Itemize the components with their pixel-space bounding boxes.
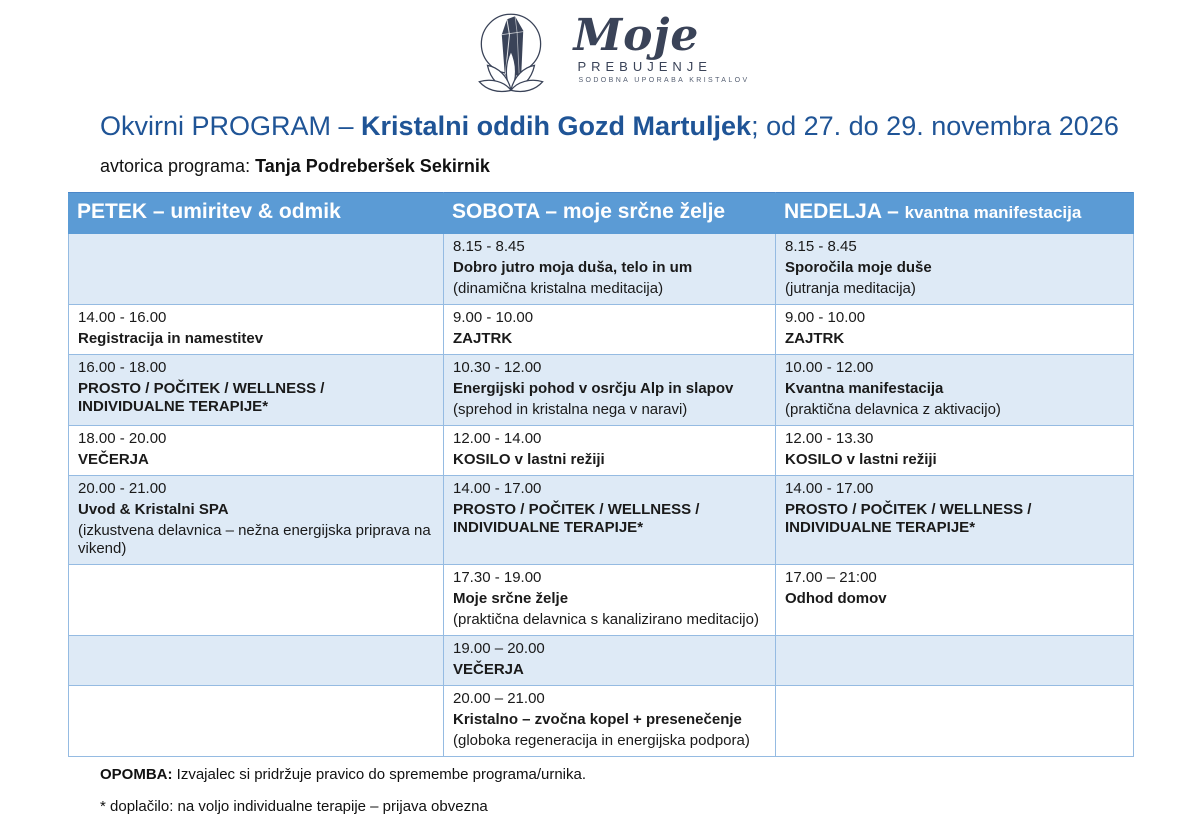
brand-text [573,4,749,84]
note-opomba-label: OPOMBA: [100,766,177,783]
note-opomba [100,766,1103,783]
event-title: Kvantna manifestacija [785,380,944,397]
schedule-cell [444,305,776,355]
program-table-body [69,234,1134,757]
brand-name-script: Moje [573,10,700,61]
schedule-cell [444,476,776,565]
note-opomba-text: Izvajalec si pridržuje pravico do spremembe programa/urnika. [176,766,587,783]
time-range: 8.15 - 8.45 [785,238,857,255]
event-title: VEČERJA [78,451,149,468]
event-title: Odhod domov [785,590,887,607]
page-title [100,110,1119,142]
event-title: Kristalno – zvočna kopel + presenečenje [453,711,742,728]
time-range: 14.00 - 17.00 [453,480,542,497]
event-detail: (dinamična kristalna meditacija) [453,280,664,297]
schedule-cell [69,426,444,476]
table-row [69,636,1134,686]
brand-logo [0,0,1203,96]
event-title: VEČERJA [453,661,524,678]
schedule-cell [69,476,444,565]
event-title: Moje srčne želje [453,590,569,607]
table-row [69,476,1134,565]
schedule-cell [69,565,444,636]
schedule-cell [69,234,444,305]
schedule-cell [444,355,776,426]
table-header-row [69,193,1134,234]
schedule-cell [776,636,1134,686]
schedule-cell [444,686,776,757]
schedule-cell [776,476,1134,565]
author-label: avtorica programa: [100,156,256,176]
schedule-cell [444,636,776,686]
schedule-cell [444,426,776,476]
schedule-cell [69,305,444,355]
event-detail: (izkustvena delavnica – nežna energijska priprava na vikend) [78,522,431,557]
title-dates: ; od 27. do 29. novembra 2026 [751,111,1119,141]
time-range: 9.00 - 10.00 [453,309,534,326]
event-title: Uvod & Kristalni SPA [78,501,229,518]
event-title: PROSTO / POČITEK / WELLNESS / INDIVIDUALNE TERAPIJE* [785,501,1032,536]
time-range: 17.00 – 21:00 [785,569,877,586]
time-range: 14.00 - 17.00 [785,480,874,497]
event-title: KOSILO v lastni režiji [785,451,937,468]
header-nedelja: NEDELJA – kvantna manifestacija [776,193,1134,234]
event-detail: (praktična delavnica s kanalizirano meditacijo) [453,611,759,628]
schedule-cell [69,686,444,757]
title-retreat-name: Kristalni oddih Gozd Martuljek [361,111,752,141]
table-row [69,234,1134,305]
schedule-cell [776,426,1134,476]
table-row [69,355,1134,426]
note-surcharge: * doplačilo: na voljo individualne terapije – prijava obvezna [100,798,488,815]
event-title: KOSILO v lastni režiji [453,451,605,468]
time-range: 16.00 - 18.00 [78,359,167,376]
event-title: Registracija in namestitev [78,330,264,347]
event-title: PROSTO / POČITEK / WELLNESS / INDIVIDUALNE TERAPIJE* [78,380,325,415]
author-line [100,156,1103,177]
time-range: 10.00 - 12.00 [785,359,874,376]
program-table [68,192,1134,757]
event-title: PROSTO / POČITEK / WELLNESS / INDIVIDUALNE TERAPIJE* [453,501,700,536]
time-range: 8.15 - 8.45 [453,238,525,255]
lotus-crystal-logo-icon [453,4,571,96]
time-range: 18.00 - 20.00 [78,430,167,447]
event-title: Dobro jutro moja duša, telo in um [453,259,693,276]
schedule-cell [776,355,1134,426]
table-row [69,426,1134,476]
event-title: ZAJTRK [453,330,513,347]
schedule-cell [776,234,1134,305]
time-range: 10.30 - 12.00 [453,359,542,376]
time-range: 14.00 - 16.00 [78,309,167,326]
event-title: Sporočila moje duše [785,259,932,276]
title-prefix: Okvirni PROGRAM – [100,111,362,141]
schedule-cell [776,686,1134,757]
time-range: 20.00 - 21.00 [78,480,167,497]
event-title: ZAJTRK [785,330,845,347]
schedule-cell [69,636,444,686]
time-range: 19.00 – 20.00 [453,640,545,657]
time-range: 17.30 - 19.00 [453,569,542,586]
table-row [69,565,1134,636]
brand-tagline: SODOBNA UPORABA KRISTALOV [578,77,750,84]
event-detail: (praktična delavnica z aktivacijo) [785,401,1001,418]
schedule-cell [776,565,1134,636]
event-detail: (jutranja meditacija) [785,280,916,297]
event-detail: (globoka regeneracija in energijska podpora) [453,732,750,749]
event-detail: (sprehod in kristalna nega v naravi) [453,401,688,418]
time-range: 12.00 - 14.00 [453,430,542,447]
event-title: Energijski pohod v osrčju Alp in slapov [453,380,734,397]
schedule-cell [444,234,776,305]
time-range: 12.00 - 13.30 [785,430,874,447]
table-row [69,305,1134,355]
header-sobota: SOBOTA – moje srčne želje [444,193,776,234]
schedule-cell [776,305,1134,355]
time-range: 20.00 – 21.00 [453,690,545,707]
header-petek: PETEK – umiritev & odmik [69,193,444,234]
schedule-cell [444,565,776,636]
time-range: 9.00 - 10.00 [785,309,866,326]
author-name: Tanja Podreberšek Sekirnik [255,156,490,176]
schedule-cell [69,355,444,426]
brand-name-caps: PREBUJENJE [577,59,712,74]
table-row [69,686,1134,757]
